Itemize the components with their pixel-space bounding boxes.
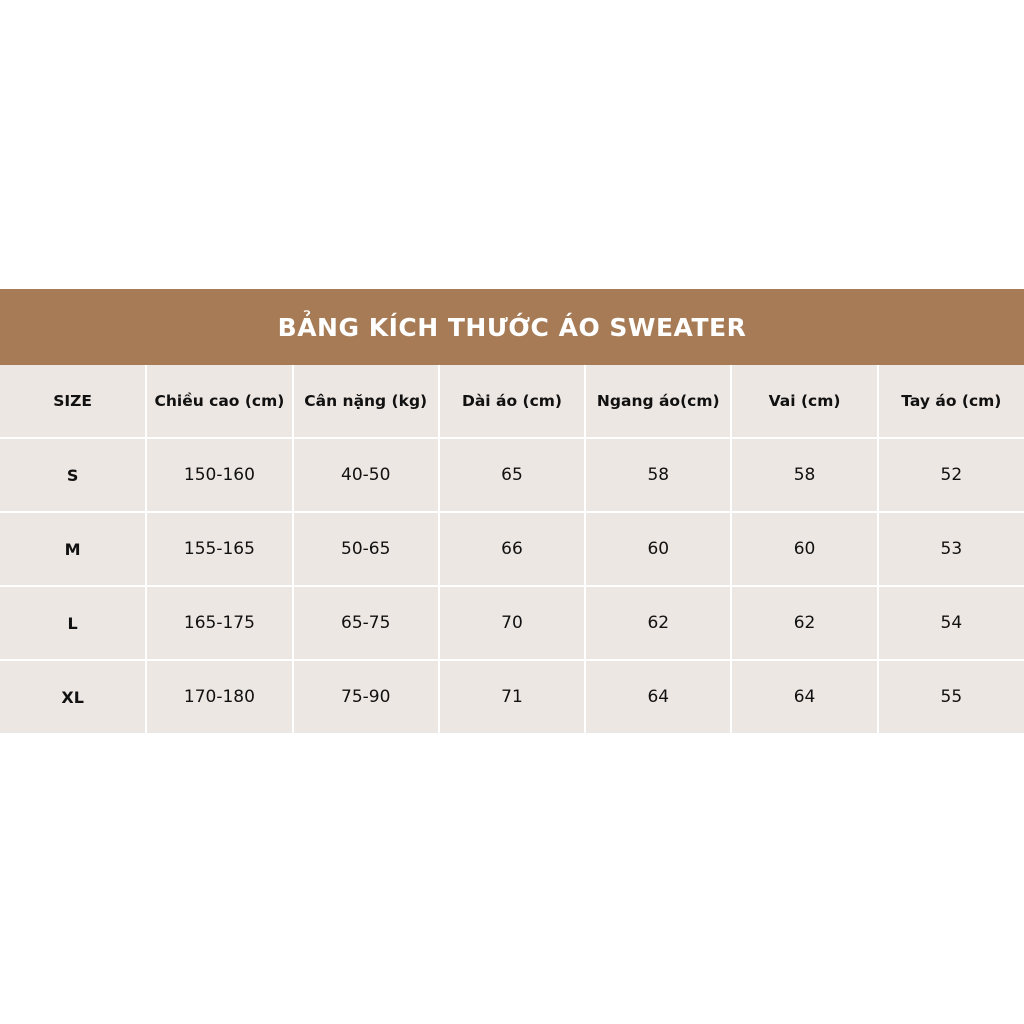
weight-cell: 65-75 — [293, 586, 439, 660]
shoulder-cell: 58 — [731, 438, 877, 512]
header-size: SIZE — [0, 365, 146, 438]
header-weight: Cân nặng (kg) — [293, 365, 439, 438]
length-cell: 71 — [439, 660, 585, 733]
length-cell: 66 — [439, 512, 585, 586]
shoulder-cell: 64 — [731, 660, 877, 733]
width-cell: 62 — [585, 586, 731, 660]
length-cell: 70 — [439, 586, 585, 660]
table-row — [0, 660, 1024, 733]
header-sleeve: Tay áo (cm) — [878, 365, 1024, 438]
table-row — [0, 512, 1024, 586]
chart-header — [0, 289, 1024, 365]
width-cell: 58 — [585, 438, 731, 512]
header-height: Chiều cao (cm) — [146, 365, 292, 438]
table-row — [0, 586, 1024, 660]
width-cell: 60 — [585, 512, 731, 586]
height-cell: 150-160 — [146, 438, 292, 512]
size-table — [0, 365, 1024, 733]
sleeve-cell: 54 — [878, 586, 1024, 660]
height-cell: 165-175 — [146, 586, 292, 660]
header-shoulder: Vai (cm) — [731, 365, 877, 438]
sleeve-cell: 52 — [878, 438, 1024, 512]
table-row — [0, 438, 1024, 512]
header-width: Ngang áo(cm) — [585, 365, 731, 438]
size-cell: S — [0, 438, 146, 512]
chart-title: BẢNG KÍCH THƯỚC ÁO SWEATER — [277, 312, 747, 342]
shoulder-cell: 62 — [731, 586, 877, 660]
size-cell: M — [0, 512, 146, 586]
shoulder-cell: 60 — [731, 512, 877, 586]
height-cell: 170-180 — [146, 660, 292, 733]
size-cell: XL — [0, 660, 146, 733]
height-cell: 155-165 — [146, 512, 292, 586]
sleeve-cell: 55 — [878, 660, 1024, 733]
header-length: Dài áo (cm) — [439, 365, 585, 438]
sleeve-cell: 53 — [878, 512, 1024, 586]
width-cell: 64 — [585, 660, 731, 733]
length-cell: 65 — [439, 438, 585, 512]
weight-cell: 40-50 — [293, 438, 439, 512]
size-chart — [0, 289, 1024, 733]
weight-cell: 75-90 — [293, 660, 439, 733]
size-cell: L — [0, 586, 146, 660]
table-header-row — [0, 365, 1024, 438]
weight-cell: 50-65 — [293, 512, 439, 586]
